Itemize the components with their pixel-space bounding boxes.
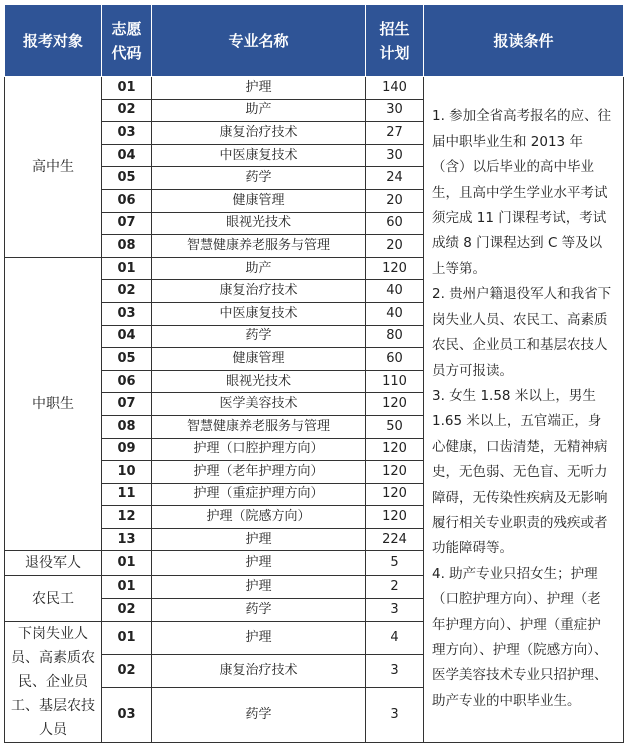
condition-c1: 1. 参加全省高考报名的应、往届中职毕业生和 2013 年（含）以后毕业的高中毕业生，且高中学生学业水平考试须完成 11 门课程考试，考试成绩 8 门课程达到 C 等及以上等第。	[432, 108, 612, 277]
code-cell: 02	[102, 280, 152, 303]
plan-cell: 4	[366, 621, 424, 654]
major-cell: 药学	[152, 688, 366, 742]
target-group-label: 中职生	[32, 396, 74, 413]
major-cell: 康复治疗技术	[152, 654, 366, 687]
major-cell: 护理	[152, 77, 366, 100]
major-cell: 中医康复技术	[152, 144, 366, 167]
code-cell: 06	[102, 370, 152, 393]
target-group-g5	[5, 621, 102, 742]
header-code-line2: 代码	[111, 43, 142, 62]
code-cell: 07	[102, 212, 152, 235]
plan-cell: 120	[366, 438, 424, 461]
code-cell: 05	[102, 348, 152, 371]
target-group-label: 退役军人	[25, 555, 81, 572]
major-cell: 护理	[152, 621, 366, 654]
header-code	[102, 5, 152, 77]
major-cell: 健康管理	[152, 189, 366, 212]
plan-cell: 60	[366, 212, 424, 235]
target-group-label: 下岗失业人员、高素质农民、企业员工、基层农技人员	[11, 625, 95, 738]
code-cell: 08	[102, 415, 152, 438]
header-plan	[366, 5, 424, 77]
code-cell: 01	[102, 576, 152, 599]
code-cell: 01	[102, 257, 152, 280]
code-cell: 09	[102, 438, 152, 461]
table-body	[5, 77, 624, 743]
target-group-g1	[5, 77, 102, 258]
code-cell: 03	[102, 122, 152, 145]
major-cell: 智慧健康养老服务与管理	[152, 235, 366, 258]
plan-cell: 120	[366, 483, 424, 506]
code-cell: 01	[102, 551, 152, 576]
major-cell: 护理	[152, 551, 366, 576]
condition-c4: 4. 助产专业只招女生；护理（口腔护理方向）、护理（老年护理方向）、护理（重症护理方向）、护理（院感方向）、医学美容技术专业只招护理、助产专业的中职毕业生。	[432, 565, 608, 709]
major-cell: 护理	[152, 576, 366, 599]
code-cell: 04	[102, 325, 152, 348]
plan-cell: 3	[366, 688, 424, 742]
plan-cell: 40	[366, 280, 424, 303]
plan-cell: 140	[366, 77, 424, 100]
target-group-g3	[5, 551, 102, 576]
header-target: 报考对象	[5, 5, 102, 77]
target-group-g4	[5, 576, 102, 621]
code-cell: 11	[102, 483, 152, 506]
code-cell: 02	[102, 599, 152, 622]
plan-cell: 2	[366, 576, 424, 599]
major-cell: 康复治疗技术	[152, 280, 366, 303]
major-cell: 护理	[152, 528, 366, 551]
plan-cell: 20	[366, 235, 424, 258]
major-cell: 中医康复技术	[152, 302, 366, 325]
plan-cell: 80	[366, 325, 424, 348]
plan-cell: 120	[366, 257, 424, 280]
code-cell: 07	[102, 393, 152, 416]
header-plan-line1: 招生	[379, 19, 410, 38]
admission-plan-table	[4, 4, 624, 743]
code-cell: 06	[102, 189, 152, 212]
major-cell: 眼视光技术	[152, 370, 366, 393]
code-cell: 12	[102, 506, 152, 529]
major-cell: 护理（口腔护理方向）	[152, 438, 366, 461]
plan-cell: 5	[366, 551, 424, 576]
header-plan-line2: 计划	[379, 43, 410, 62]
condition-c3: 3. 女生 1.58 米以上，男生 1.65 米以上，五官端正，身心健康，口齿清楚，无精神病史，无色弱、无色盲、无听力障碍，无传染性疾病及无影响履行相关专业职责的残疾或者功能障碍等。	[432, 387, 608, 557]
major-cell: 健康管理	[152, 348, 366, 371]
plan-cell: 27	[366, 122, 424, 145]
condition-c2: 2. 贵州户籍退役军人和我省下岗失业人员、农民工、高素质农民、企业员工和基层农技人员方可报读。	[432, 286, 612, 379]
header-conditions: 报读条件	[424, 5, 624, 77]
code-cell: 03	[102, 688, 152, 742]
target-group-label: 农民工	[32, 590, 74, 607]
major-cell: 助产	[152, 99, 366, 122]
code-cell: 08	[102, 235, 152, 258]
major-cell: 康复治疗技术	[152, 122, 366, 145]
code-cell: 13	[102, 528, 152, 551]
code-cell: 01	[102, 77, 152, 100]
major-cell: 药学	[152, 167, 366, 190]
major-cell: 护理（院感方向）	[152, 506, 366, 529]
conditions-cell	[424, 77, 624, 743]
header-code-line1: 志愿	[111, 19, 142, 38]
major-cell: 眼视光技术	[152, 212, 366, 235]
code-cell: 03	[102, 302, 152, 325]
major-cell: 护理（老年护理方向）	[152, 461, 366, 484]
plan-cell: 3	[366, 599, 424, 622]
plan-cell: 30	[366, 99, 424, 122]
code-cell: 02	[102, 99, 152, 122]
major-cell: 护理（重症护理方向）	[152, 483, 366, 506]
header-row	[5, 5, 624, 77]
plan-cell: 30	[366, 144, 424, 167]
target-group-label: 高中生	[32, 158, 74, 175]
major-cell: 药学	[152, 325, 366, 348]
plan-cell: 120	[366, 506, 424, 529]
plan-cell: 40	[366, 302, 424, 325]
code-cell: 10	[102, 461, 152, 484]
major-cell: 智慧健康养老服务与管理	[152, 415, 366, 438]
plan-cell: 50	[366, 415, 424, 438]
code-cell: 04	[102, 144, 152, 167]
plan-cell: 120	[366, 393, 424, 416]
code-cell: 05	[102, 167, 152, 190]
plan-cell: 24	[366, 167, 424, 190]
table-row	[5, 77, 624, 100]
plan-cell: 120	[366, 461, 424, 484]
code-cell: 02	[102, 654, 152, 687]
plan-cell: 110	[366, 370, 424, 393]
code-cell: 01	[102, 621, 152, 654]
plan-cell: 60	[366, 348, 424, 371]
plan-cell: 3	[366, 654, 424, 687]
plan-cell: 20	[366, 189, 424, 212]
major-cell: 药学	[152, 599, 366, 622]
major-cell: 助产	[152, 257, 366, 280]
header-major: 专业名称	[152, 5, 366, 77]
major-cell: 医学美容技术	[152, 393, 366, 416]
target-group-g2	[5, 257, 102, 551]
plan-cell: 224	[366, 528, 424, 551]
